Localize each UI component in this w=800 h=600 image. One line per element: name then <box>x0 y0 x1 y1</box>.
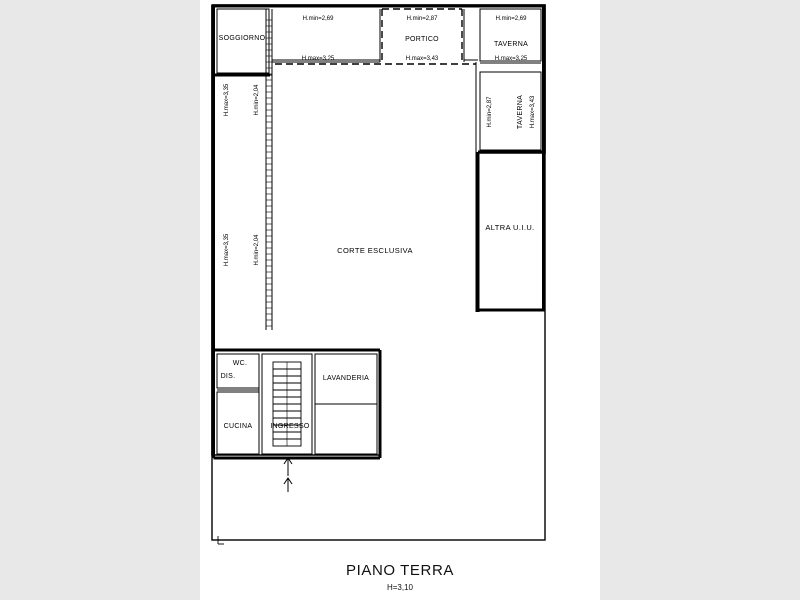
dim-hmin-soggiorno: H.min=2,69 <box>302 16 334 22</box>
room-label-cucina: CUCINA <box>223 423 253 430</box>
room-label-altra-uiu: ALTRA U.I.U. <box>485 223 535 232</box>
room-label-dis: DIS. <box>220 373 236 380</box>
room-label-lavanderia: LAVANDERIA <box>322 375 370 382</box>
dim-hmax-soggiorno: H.max=3,25 <box>301 56 335 62</box>
room-label-corte-esclusiva: CORTE ESCLUSIVA <box>337 246 413 255</box>
room-label-taverna-top: TAVERNA <box>493 41 529 48</box>
dim-hmax-taverna-right: H.max=3,43 <box>530 95 536 129</box>
drawing-sheet <box>200 0 600 600</box>
dim-hmax-taverna-top: H.max=3,25 <box>494 56 528 62</box>
page-title: PIANO TERRA <box>345 562 454 579</box>
dim-hmin-left-lower: H.min=2,04 <box>254 234 260 266</box>
room-label-wc: WC. <box>232 360 248 367</box>
staircase <box>273 362 301 446</box>
dim-hmin-taverna-top: H.min=2,69 <box>495 16 527 22</box>
floor-plan-drawing <box>200 0 600 600</box>
dim-hmax-portico: H.max=3,43 <box>405 56 439 62</box>
dim-hmin-portico: H.min=2,87 <box>406 16 438 22</box>
room-label-ingresso: INGRESSO <box>270 423 310 430</box>
lot-boundary <box>212 5 545 540</box>
page-subtitle: H=3,10 <box>386 583 414 592</box>
room-label-taverna-right: TAVERNA <box>517 94 524 130</box>
dim-hmax-left-lower: H.max=3,35 <box>224 233 230 267</box>
dim-hmin-taverna-right: H.min=2,87 <box>487 96 493 128</box>
room-label-soggiorno: SOGGIORNO <box>218 35 266 42</box>
room-label-portico: PORTICO <box>405 36 439 43</box>
dim-hmax-left-upper: H.max=3,35 <box>224 83 230 117</box>
entrance-arrows <box>284 458 292 492</box>
dim-hmin-left-upper: H.min=2,04 <box>254 84 260 116</box>
